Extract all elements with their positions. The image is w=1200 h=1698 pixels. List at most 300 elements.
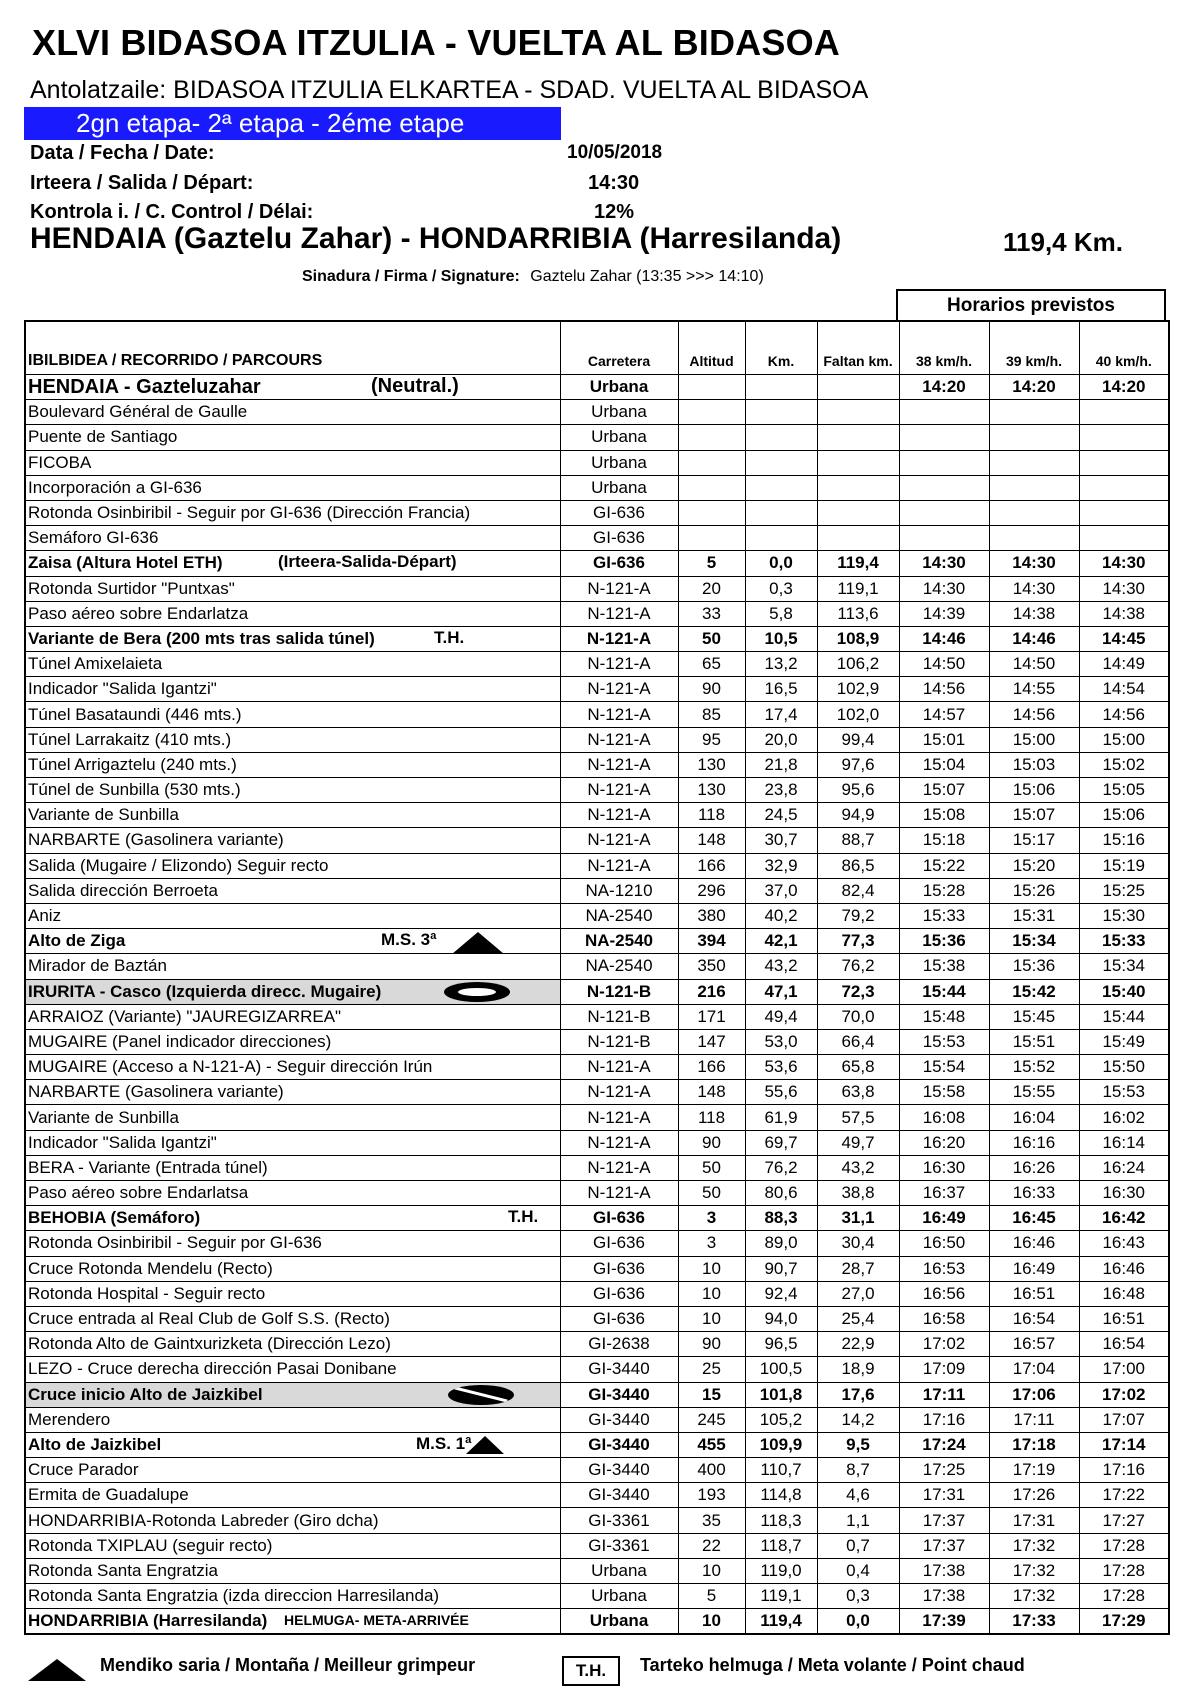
km-cell: 16,5 (745, 677, 817, 702)
road-cell: GI-636 (560, 1231, 678, 1256)
table-row (25, 1584, 1169, 1609)
mountain-triangle-icon (452, 932, 504, 954)
time-39-cell: 16:49 (989, 1256, 1079, 1281)
table-row (25, 526, 1169, 551)
km-cell: 88,3 (745, 1206, 817, 1231)
remaining-cell: 65,8 (817, 1055, 899, 1080)
remaining-cell: 25,4 (817, 1306, 899, 1331)
route-point-cell (25, 1609, 560, 1635)
time-40-cell: 15:44 (1079, 1004, 1169, 1029)
route-point-cell (25, 1357, 560, 1382)
road-cell: N-121-A (560, 1155, 678, 1180)
road-cell: GI-3361 (560, 1508, 678, 1533)
route-point-cell (25, 400, 560, 425)
route-point-name: Salida (Mugaire / Elizondo) Seguir recto (28, 855, 329, 875)
table-row (25, 576, 1169, 601)
time-39-cell: 17:31 (989, 1508, 1079, 1533)
crossed-oval-icon (448, 1385, 514, 1405)
route-point-name: NARBARTE (Gasolinera variante) (28, 830, 284, 850)
table-row (25, 702, 1169, 727)
route-point-name: Alto de Jaizkibel (28, 1434, 162, 1454)
route-point-cell (25, 1231, 560, 1256)
table-row (25, 1306, 1169, 1331)
time-38-cell (899, 450, 989, 475)
time-39-cell: 17:32 (989, 1533, 1079, 1558)
route-point-name: Cruce Parador (28, 1460, 139, 1480)
route-point-name: Variante de Sunbilla (28, 1107, 179, 1127)
road-cell: N-121-A (560, 1105, 678, 1130)
km-cell: 0,3 (745, 576, 817, 601)
road-cell: Urbana (560, 400, 678, 425)
route-point-name: Rotonda Osinbiribil - Seguir por GI-636 (28, 1233, 322, 1253)
route-point-name: Mirador de Baztán (28, 956, 167, 976)
road-cell: GI-3440 (560, 1357, 678, 1382)
remaining-cell: 97,6 (817, 752, 899, 777)
table-row (25, 1558, 1169, 1583)
time-40-cell: 14:30 (1079, 576, 1169, 601)
remaining-cell (817, 526, 899, 551)
time-39-cell: 14:20 (989, 375, 1079, 400)
mountain-triangle-icon (466, 1436, 504, 1454)
road-cell: N-121-A (560, 626, 678, 651)
km-cell (745, 450, 817, 475)
remaining-cell: 88,7 (817, 828, 899, 853)
time-39-cell: 15:26 (989, 878, 1079, 903)
route-point-name: Rotonda Alto de Gaintxurizketa (Dirección Lezo) (28, 1334, 391, 1354)
road-cell: Urbana (560, 1584, 678, 1609)
route-point-name: HONDARRIBIA-Rotonda Labreder (Giro dcha) (28, 1510, 379, 1530)
remaining-cell (817, 375, 899, 400)
time-39-cell: 16:45 (989, 1206, 1079, 1231)
km-cell: 92,4 (745, 1281, 817, 1306)
route-point-name: Indicador "Salida Igantzi" (28, 679, 217, 699)
time-38-cell: 16:50 (899, 1231, 989, 1256)
altitude-cell: 65 (678, 652, 745, 677)
time-39-cell: 17:32 (989, 1558, 1079, 1583)
remaining-cell: 0,7 (817, 1533, 899, 1558)
altitude-cell: 245 (678, 1407, 745, 1432)
remaining-cell: 9,5 (817, 1432, 899, 1457)
total-distance: 119,4 Km. (1003, 227, 1123, 257)
time-38-cell: 17:38 (899, 1584, 989, 1609)
legend-mountain: Mendiko saria / Montaña / Meilleur grimpeur (100, 1655, 476, 1675)
remaining-cell: 86,5 (817, 853, 899, 878)
km-cell: 30,7 (745, 828, 817, 853)
time-39-cell: 16:26 (989, 1155, 1079, 1180)
remaining-cell (817, 475, 899, 500)
route-point-cell (25, 1256, 560, 1281)
table-row (25, 652, 1169, 677)
altitude-cell (678, 500, 745, 525)
time-40-cell: 16:51 (1079, 1306, 1169, 1331)
time-40-cell: 15:34 (1079, 954, 1169, 979)
route-point-name: Variante de Bera (200 mts tras salida túnel) (28, 628, 375, 648)
altitude-cell: 50 (678, 626, 745, 651)
km-cell: 89,0 (745, 1231, 817, 1256)
time-40-cell: 14:54 (1079, 677, 1169, 702)
road-cell: N-121-A (560, 677, 678, 702)
km-cell: 20,0 (745, 727, 817, 752)
table-row (25, 778, 1169, 803)
route-point-note: M.S. 3ª (381, 930, 437, 950)
altitude-cell: 90 (678, 1332, 745, 1357)
remaining-cell: 119,1 (817, 576, 899, 601)
road-cell: GI-3440 (560, 1407, 678, 1432)
time-40-cell: 16:48 (1079, 1281, 1169, 1306)
time-39-cell: 16:16 (989, 1130, 1079, 1155)
time-40-cell: 17:02 (1079, 1382, 1169, 1407)
table-row (25, 1533, 1169, 1558)
table-row (25, 1055, 1169, 1080)
altitude-cell: 400 (678, 1458, 745, 1483)
time-38-cell (899, 425, 989, 450)
road-cell: NA-1210 (560, 878, 678, 903)
time-39-cell: 14:56 (989, 702, 1079, 727)
time-38-cell: 17:11 (899, 1382, 989, 1407)
remaining-cell (817, 450, 899, 475)
table-row (25, 1332, 1169, 1357)
route-point-name: Paso aéreo sobre Endarlatsa (28, 1183, 249, 1203)
time-40-cell: 15:30 (1079, 903, 1169, 928)
itinerary-table (24, 320, 1170, 1635)
km-cell: 5,8 (745, 601, 817, 626)
time-38-cell: 15:44 (899, 979, 989, 1004)
remaining-cell: 63,8 (817, 1080, 899, 1105)
remaining-cell: 99,4 (817, 727, 899, 752)
time-40-cell (1079, 475, 1169, 500)
organizer-line: Antolatzaile: BIDASOA ITZULIA ELKARTEA - SDAD. VUELTA AL BIDASOA (30, 76, 869, 104)
route-point-cell (25, 475, 560, 500)
altitude-cell (678, 425, 745, 450)
road-cell: GI-3440 (560, 1483, 678, 1508)
time-39-cell: 15:55 (989, 1080, 1079, 1105)
time-38-cell: 16:53 (899, 1256, 989, 1281)
km-cell: 90,7 (745, 1256, 817, 1281)
km-cell: 110,7 (745, 1458, 817, 1483)
time-40-cell: 14:56 (1079, 702, 1169, 727)
remaining-cell: 94,9 (817, 803, 899, 828)
table-row (25, 979, 1169, 1004)
route-point-cell (25, 1407, 560, 1432)
route-point-name: Indicador "Salida Igantzi" (28, 1132, 217, 1152)
route-point-cell (25, 1533, 560, 1558)
remaining-cell: 1,1 (817, 1508, 899, 1533)
time-38-cell: 15:07 (899, 778, 989, 803)
time-40-cell: 14:30 (1079, 551, 1169, 576)
time-39-cell (989, 475, 1079, 500)
altitude-cell: 5 (678, 551, 745, 576)
route-point-name: NARBARTE (Gasolinera variante) (28, 1082, 284, 1102)
time-40-cell: 17:28 (1079, 1558, 1169, 1583)
route-point-name: Aniz (28, 906, 62, 926)
time-40-cell: 14:38 (1079, 601, 1169, 626)
altitude-cell (678, 450, 745, 475)
remaining-cell (817, 425, 899, 450)
remaining-cell: 106,2 (817, 652, 899, 677)
time-40-cell: 16:30 (1079, 1181, 1169, 1206)
time-38-cell: 14:20 (899, 375, 989, 400)
km-cell: 80,6 (745, 1181, 817, 1206)
time-39-cell: 15:34 (989, 929, 1079, 954)
route-point-name: Paso aéreo sobre Endarlatza (28, 603, 249, 623)
road-cell: N-121-B (560, 1029, 678, 1054)
road-cell: Urbana (560, 425, 678, 450)
route-point-name: Cruce entrada al Real Club de Golf S.S. (Recto) (28, 1309, 390, 1329)
route-point-name: Rotonda Osinbiribil - Seguir por GI-636 (Dirección Francia) (28, 503, 471, 523)
altitude-cell: 193 (678, 1483, 745, 1508)
road-cell: N-121-A (560, 828, 678, 853)
route-point-cell (25, 903, 560, 928)
route-point-name: Rotonda Hospital - Seguir recto (28, 1283, 266, 1303)
table-row (25, 727, 1169, 752)
time-39-cell: 15:00 (989, 727, 1079, 752)
route-point-name: HONDARRIBIA (Harresilanda) (28, 1611, 268, 1631)
route-point-cell (25, 803, 560, 828)
time-38-cell: 16:08 (899, 1105, 989, 1130)
road-cell: GI-2638 (560, 1332, 678, 1357)
route-point-note: T.H. (434, 627, 465, 647)
route-point-cell (25, 551, 560, 576)
table-row (25, 878, 1169, 903)
time-38-cell: 17:16 (899, 1407, 989, 1432)
time-40-cell (1079, 425, 1169, 450)
legend-sprint: Tarteko helmuga / Meta volante / Point chaud (640, 1655, 1025, 1675)
road-cell: NA-2540 (560, 954, 678, 979)
route-point-cell (25, 727, 560, 752)
altitude-cell: 171 (678, 1004, 745, 1029)
table-row (25, 400, 1169, 425)
time-40-cell: 16:43 (1079, 1231, 1169, 1256)
road-cell: N-121-A (560, 727, 678, 752)
route-point-name: Boulevard Général de Gaulle (28, 402, 248, 422)
km-cell: 47,1 (745, 979, 817, 1004)
remaining-cell: 0,3 (817, 1584, 899, 1609)
km-cell (745, 425, 817, 450)
route-point-name: Rotonda Santa Engratzia (28, 1560, 218, 1580)
time-39-cell: 15:51 (989, 1029, 1079, 1054)
route-point-cell (25, 576, 560, 601)
time-39-cell: 14:38 (989, 601, 1079, 626)
time-39-cell: 14:55 (989, 677, 1079, 702)
altitude-cell: 130 (678, 752, 745, 777)
remaining-cell: 119,4 (817, 551, 899, 576)
time-40-cell: 17:22 (1079, 1483, 1169, 1508)
time-40-cell: 15:25 (1079, 878, 1169, 903)
time-38-cell: 15:38 (899, 954, 989, 979)
time-39-cell: 16:51 (989, 1281, 1079, 1306)
time-40-cell: 17:14 (1079, 1432, 1169, 1457)
road-cell: GI-636 (560, 551, 678, 576)
road-cell: N-121-A (560, 1181, 678, 1206)
km-cell: 119,1 (745, 1584, 817, 1609)
time-39-cell (989, 500, 1079, 525)
time-40-cell: 17:29 (1079, 1609, 1169, 1635)
time-40-cell (1079, 450, 1169, 475)
time-39-cell: 15:03 (989, 752, 1079, 777)
table-row (25, 1105, 1169, 1130)
remaining-cell: 70,0 (817, 1004, 899, 1029)
table-row (25, 601, 1169, 626)
remaining-cell: 14,2 (817, 1407, 899, 1432)
altitude-cell: 118 (678, 803, 745, 828)
remaining-cell: 76,2 (817, 954, 899, 979)
time-39-cell: 17:04 (989, 1357, 1079, 1382)
road-cell: N-121-A (560, 778, 678, 803)
control-value: 12% (594, 201, 635, 223)
altitude-cell: 3 (678, 1231, 745, 1256)
km-cell (745, 375, 817, 400)
time-40-cell: 17:28 (1079, 1584, 1169, 1609)
route-point-name: BEHOBIA (Semáforo) (28, 1208, 201, 1228)
signature-label: Sinadura / Firma / Signature: (302, 268, 520, 285)
altitude-cell: 118 (678, 1105, 745, 1130)
altitude-cell: 95 (678, 727, 745, 752)
time-39-cell: 14:30 (989, 551, 1079, 576)
route-point-cell (25, 526, 560, 551)
table-row (25, 500, 1169, 525)
time-39-cell: 16:33 (989, 1181, 1079, 1206)
table-row (25, 1155, 1169, 1180)
km-cell (745, 500, 817, 525)
route-point-cell (25, 929, 560, 954)
km-cell: 118,3 (745, 1508, 817, 1533)
table-row (25, 1004, 1169, 1029)
altitude-cell: 22 (678, 1533, 745, 1558)
time-38-cell: 15:08 (899, 803, 989, 828)
road-cell: N-121-A (560, 1055, 678, 1080)
time-40-cell: 17:28 (1079, 1533, 1169, 1558)
remaining-cell: 95,6 (817, 778, 899, 803)
route-point-cell (25, 1432, 560, 1457)
route-point-name: Túnel Basataundi (446 mts.) (28, 704, 242, 724)
altitude-cell: 148 (678, 1080, 745, 1105)
km-cell: 53,0 (745, 1029, 817, 1054)
altitude-cell: 33 (678, 601, 745, 626)
start-value: 14:30 (588, 172, 640, 194)
route-point-name: MUGAIRE (Acceso a N-121-A) - Seguir dirección Irún (28, 1057, 433, 1077)
time-38-cell: 14:56 (899, 677, 989, 702)
road-cell: GI-636 (560, 1256, 678, 1281)
time-39-cell: 16:04 (989, 1105, 1079, 1130)
km-cell: 40,2 (745, 903, 817, 928)
remaining-cell (817, 500, 899, 525)
table-row (25, 752, 1169, 777)
time-40-cell: 15:19 (1079, 853, 1169, 878)
route-point-cell (25, 626, 560, 651)
col-header-38kmh: 38 km/h. (899, 321, 989, 375)
route-point-cell (25, 979, 560, 1004)
altitude-cell: 50 (678, 1181, 745, 1206)
road-cell: Urbana (560, 475, 678, 500)
table-header-row (25, 321, 1169, 375)
time-38-cell: 16:37 (899, 1181, 989, 1206)
table-row (25, 929, 1169, 954)
time-38-cell: 15:48 (899, 1004, 989, 1029)
table-row (25, 853, 1169, 878)
time-38-cell: 15:36 (899, 929, 989, 954)
time-38-cell: 16:30 (899, 1155, 989, 1180)
time-40-cell: 15:05 (1079, 778, 1169, 803)
time-39-cell: 17:06 (989, 1382, 1079, 1407)
route-point-cell (25, 450, 560, 475)
table-row (25, 475, 1169, 500)
km-cell: 17,4 (745, 702, 817, 727)
route-point-note: M.S. 1ª (416, 1433, 472, 1453)
route-point-cell (25, 1558, 560, 1583)
road-cell: Urbana (560, 450, 678, 475)
time-38-cell: 16:58 (899, 1306, 989, 1331)
route-point-cell (25, 1029, 560, 1054)
table-row (25, 1231, 1169, 1256)
route-point-name: Zaisa (Altura Hotel ETH) (28, 553, 223, 573)
time-40-cell: 16:42 (1079, 1206, 1169, 1231)
control-oval-icon (444, 982, 510, 1002)
route-point-note: (Neutral.) (371, 375, 459, 397)
remaining-cell: 82,4 (817, 878, 899, 903)
route-point-cell (25, 1004, 560, 1029)
table-row (25, 626, 1169, 651)
km-cell: 42,1 (745, 929, 817, 954)
route-point-note: T.H. (508, 1207, 539, 1227)
time-38-cell: 17:09 (899, 1357, 989, 1382)
km-cell: 13,2 (745, 652, 817, 677)
road-cell: N-121-A (560, 1130, 678, 1155)
time-40-cell: 15:53 (1079, 1080, 1169, 1105)
time-39-cell (989, 450, 1079, 475)
route-point-note: HELMUGA- META-ARRIVÉE (284, 1612, 469, 1629)
altitude-cell: 166 (678, 1055, 745, 1080)
route-point-name: Ermita de Guadalupe (28, 1485, 189, 1505)
remaining-cell: 4,6 (817, 1483, 899, 1508)
remaining-cell: 72,3 (817, 979, 899, 1004)
schedule-group-header: Horarios previstos (896, 289, 1166, 321)
altitude-cell: 10 (678, 1306, 745, 1331)
time-39-cell (989, 526, 1079, 551)
table-row (25, 425, 1169, 450)
route-point-name: Incorporación a GI-636 (28, 477, 202, 497)
time-39-cell: 14:30 (989, 576, 1079, 601)
route-point-cell (25, 853, 560, 878)
table-row (25, 1029, 1169, 1054)
time-38-cell: 15:04 (899, 752, 989, 777)
time-39-cell: 15:52 (989, 1055, 1079, 1080)
road-cell: GI-636 (560, 1306, 678, 1331)
road-cell: GI-636 (560, 1281, 678, 1306)
time-40-cell: 15:33 (1079, 929, 1169, 954)
time-38-cell (899, 526, 989, 551)
road-cell: N-121-A (560, 702, 678, 727)
time-40-cell: 15:50 (1079, 1055, 1169, 1080)
table-row (25, 677, 1169, 702)
time-38-cell: 15:53 (899, 1029, 989, 1054)
road-cell: NA-2540 (560, 929, 678, 954)
route-point-name: BERA - Variante (Entrada túnel) (28, 1157, 268, 1177)
time-40-cell: 17:16 (1079, 1458, 1169, 1483)
time-40-cell: 16:54 (1079, 1332, 1169, 1357)
route-point-cell (25, 1306, 560, 1331)
time-40-cell: 16:46 (1079, 1256, 1169, 1281)
altitude-cell: 90 (678, 677, 745, 702)
road-cell: GI-636 (560, 1206, 678, 1231)
time-39-cell (989, 425, 1079, 450)
km-cell: 118,7 (745, 1533, 817, 1558)
time-39-cell (989, 400, 1079, 425)
table-row (25, 1080, 1169, 1105)
km-cell: 114,8 (745, 1483, 817, 1508)
time-38-cell: 17:37 (899, 1533, 989, 1558)
altitude-cell: 10 (678, 1256, 745, 1281)
time-39-cell: 16:57 (989, 1332, 1079, 1357)
